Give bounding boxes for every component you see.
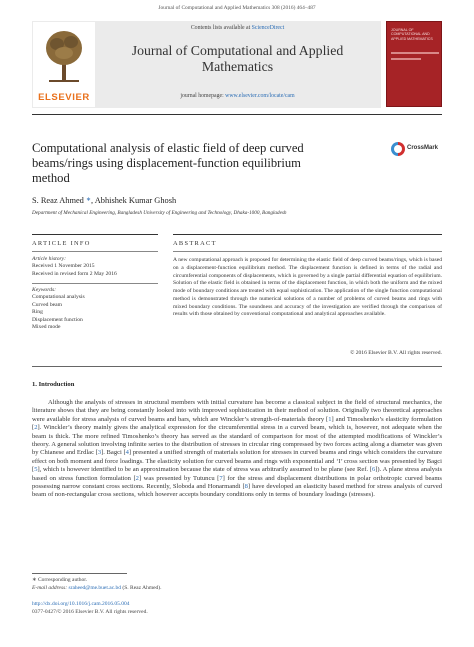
body-text: ] for the stress and displacement distributions in polar orthotropic curved beams possessing narrow constant cross sections. Recently, Sloboda and Honarmandi [	[32, 474, 442, 491]
crossmark-label: CrossMark	[407, 145, 439, 151]
email-link[interactable]: sraheed@me.buet.ac.bd	[68, 585, 122, 591]
article-info-rule	[32, 234, 158, 235]
author-separator: ,	[91, 196, 95, 205]
running-head: Journal of Computational and Applied Mathematics 308 (2016) 464–487	[158, 5, 316, 11]
doi-line	[32, 601, 130, 607]
footnote-mark: ∗	[32, 577, 37, 583]
author-name[interactable]: Abhishek Kumar Ghosh	[94, 196, 177, 205]
crossmark-badge[interactable]	[391, 142, 446, 158]
issn-line: 0377-0427/© 2016 Elsevier B.V. All rights reserved.	[32, 609, 148, 615]
citation-link[interactable]: 1	[328, 415, 332, 423]
citation-link[interactable]: 6	[371, 466, 376, 474]
abstract-rule	[173, 234, 442, 235]
citation-link[interactable]: 8	[244, 483, 248, 491]
article-title-line: beams/rings using displacement-function equilibrium	[32, 156, 301, 171]
body-text: ], which is however identified to be an approximation because the state of stress was arbitrarily assumed to be plane (see Ref. [	[37, 466, 372, 474]
footnote-rule	[32, 573, 127, 574]
citation-link[interactable]: 2	[34, 424, 38, 432]
contents-prefix: Contents lists available at	[190, 25, 252, 31]
citation-link[interactable]: 2	[135, 474, 139, 482]
article-title-line: method	[32, 171, 70, 186]
contents-line	[100, 25, 375, 31]
doi-link[interactable]: http://dx.doi.org/10.1016/j.cam.2016.05.004	[32, 601, 130, 607]
received-date: Received 1 November 2015	[32, 263, 95, 270]
abstract-heading: ABSTRACT	[173, 240, 217, 247]
homepage-prefix: journal homepage:	[180, 93, 226, 99]
body-text: ] presented a unified strength of materials solution for stresses in curved beams and rings which considers the curvature effect on both moment and force loadings. The elasticity solution for curved beams and rings with exponential and ‘I’ cross section was presented by Bagci [	[32, 449, 442, 474]
keyword: Displacement function	[32, 316, 83, 323]
abstract-end-rule	[32, 366, 442, 367]
cover-title: JOURNAL OF COMPUTATIONAL AND APPLIED MATHEMATICS	[391, 28, 433, 41]
abstract-copyright: © 2016 Elsevier B.V. All rights reserved.	[350, 350, 442, 356]
cover-divider	[391, 58, 421, 60]
abstract-subrule	[173, 251, 442, 252]
keywords-label: Keywords:	[32, 287, 57, 293]
journal-title	[100, 43, 375, 75]
affiliation: Department of Mechanical Engineering, Bangladesh University of Engineering and Technology, Dhaka-1000, Bangladesh	[32, 210, 287, 216]
footnote-text: Corresponding author.	[36, 577, 88, 583]
article-history	[32, 256, 158, 278]
body-text: Although the analysis of stresses in structural members with initial curvature has become a classical subject in the field of structural mechanics, the literature shows that they are being constantly looked into with improved sophistication in their method of solution. Originally two theoretical approaches were available for stress analysis of curved beams and bars, which are Winckler’s strength-of-materials theory [	[32, 399, 442, 423]
journal-title-line: Mathematics	[201, 59, 274, 74]
citation-link[interactable]: 5	[34, 466, 38, 474]
email-note	[32, 585, 162, 591]
elsevier-tree-icon	[43, 26, 85, 86]
keyword: Computational analysis	[32, 294, 85, 301]
email-suffix: (S. Reaz Ahmed).	[121, 585, 162, 591]
journal-title-line: Journal of Computational and Applied	[131, 43, 344, 58]
abstract-text: A new computational approach is proposed for determining the elastic field of deep curved beams/rings, which is based on a displacement-function equilibrium method. The displacement function is defined in terms of the radial and circumferential components of displacements, which is governed by a single partial differential equation of equilibrium. Solution of the elastic field is obtained in terms of the displacement function, in which both the uniform and the mixed mode of boundary conditions are treated with equal sophistication. The application of the single function computational method is demonstrated through the numerical solutions of a number of problems of curved beams and rings with mixed boundary conditions. The soundness and accuracy of the investigation are verified through the comparison of results with those obtained by conventional computational and analytical approaches available.	[173, 257, 442, 318]
article-title-line: Computational analysis of elastic field of deep curved	[32, 141, 304, 155]
body-text: ] have developed an elasticity based method for stress analysis of curved beam of non-rectangular cross sections, which however accepts boundary conditions only in terms of boundary loadings (stresses).	[32, 483, 442, 499]
revised-date: Received in revised form 2 May 2016	[32, 270, 117, 277]
article-info-subrule	[32, 251, 158, 252]
article-title	[32, 141, 377, 187]
body-text: ] and Timoshenko’s elasticity formulation [	[32, 415, 442, 432]
body-text: ]. Bagci [	[101, 449, 126, 457]
journal-homepage-link[interactable]: www.elsevier.com/locate/cam	[225, 93, 295, 99]
journal-cover-thumbnail[interactable]	[386, 21, 442, 107]
citation-link[interactable]: 4	[125, 449, 129, 457]
publisher-name: ELSEVIER	[38, 92, 90, 103]
section-heading-introduction: 1. Introduction	[32, 381, 75, 388]
cover-divider	[391, 52, 439, 54]
introduction-paragraph	[32, 399, 442, 500]
body-text: ] was presented by Tutuncu [	[138, 474, 220, 482]
email-label: E-mail address:	[32, 585, 69, 591]
keyword: Ring	[32, 309, 43, 316]
article-info-heading: ARTICLE INFO	[32, 240, 91, 247]
citation-link[interactable]: 3	[97, 449, 102, 457]
header-rule	[32, 114, 442, 115]
citation-link[interactable]: 7	[219, 474, 223, 482]
body-text: ]. Winckler’s theory mainly gives the analytical expression for the circumferential stress in a curved beam, which is, however, not adequate when the beam is thick. The more refined Timoshenko’s theory has served as the standard of comparison for most of the attempted modifications of Winckler’s theory. A general solution involving infinite series to the distribution of stresses in circular ring compressed by two forces acting along a diameter was given by Chianese and Erdlac [	[32, 424, 442, 457]
keyword: Curved beam	[32, 301, 62, 308]
history-label: Article history:	[32, 256, 67, 262]
corresponding-author-note	[32, 577, 87, 583]
keywords-block	[32, 287, 158, 331]
keyword: Mixed mode	[32, 324, 61, 331]
elsevier-logo[interactable]	[33, 22, 95, 107]
author-name[interactable]: S. Reaz Ahmed	[32, 196, 84, 205]
corresponding-author-mark[interactable]: ∗	[85, 197, 91, 203]
body-text: ]). A plane stress analysis based on stress function formulation [	[32, 466, 442, 482]
journal-homepage-line	[100, 93, 375, 99]
crossmark-icon	[391, 142, 405, 156]
author-list	[32, 196, 176, 205]
sciencedirect-link[interactable]: ScienceDirect	[251, 25, 285, 31]
keywords-rule	[32, 283, 158, 284]
